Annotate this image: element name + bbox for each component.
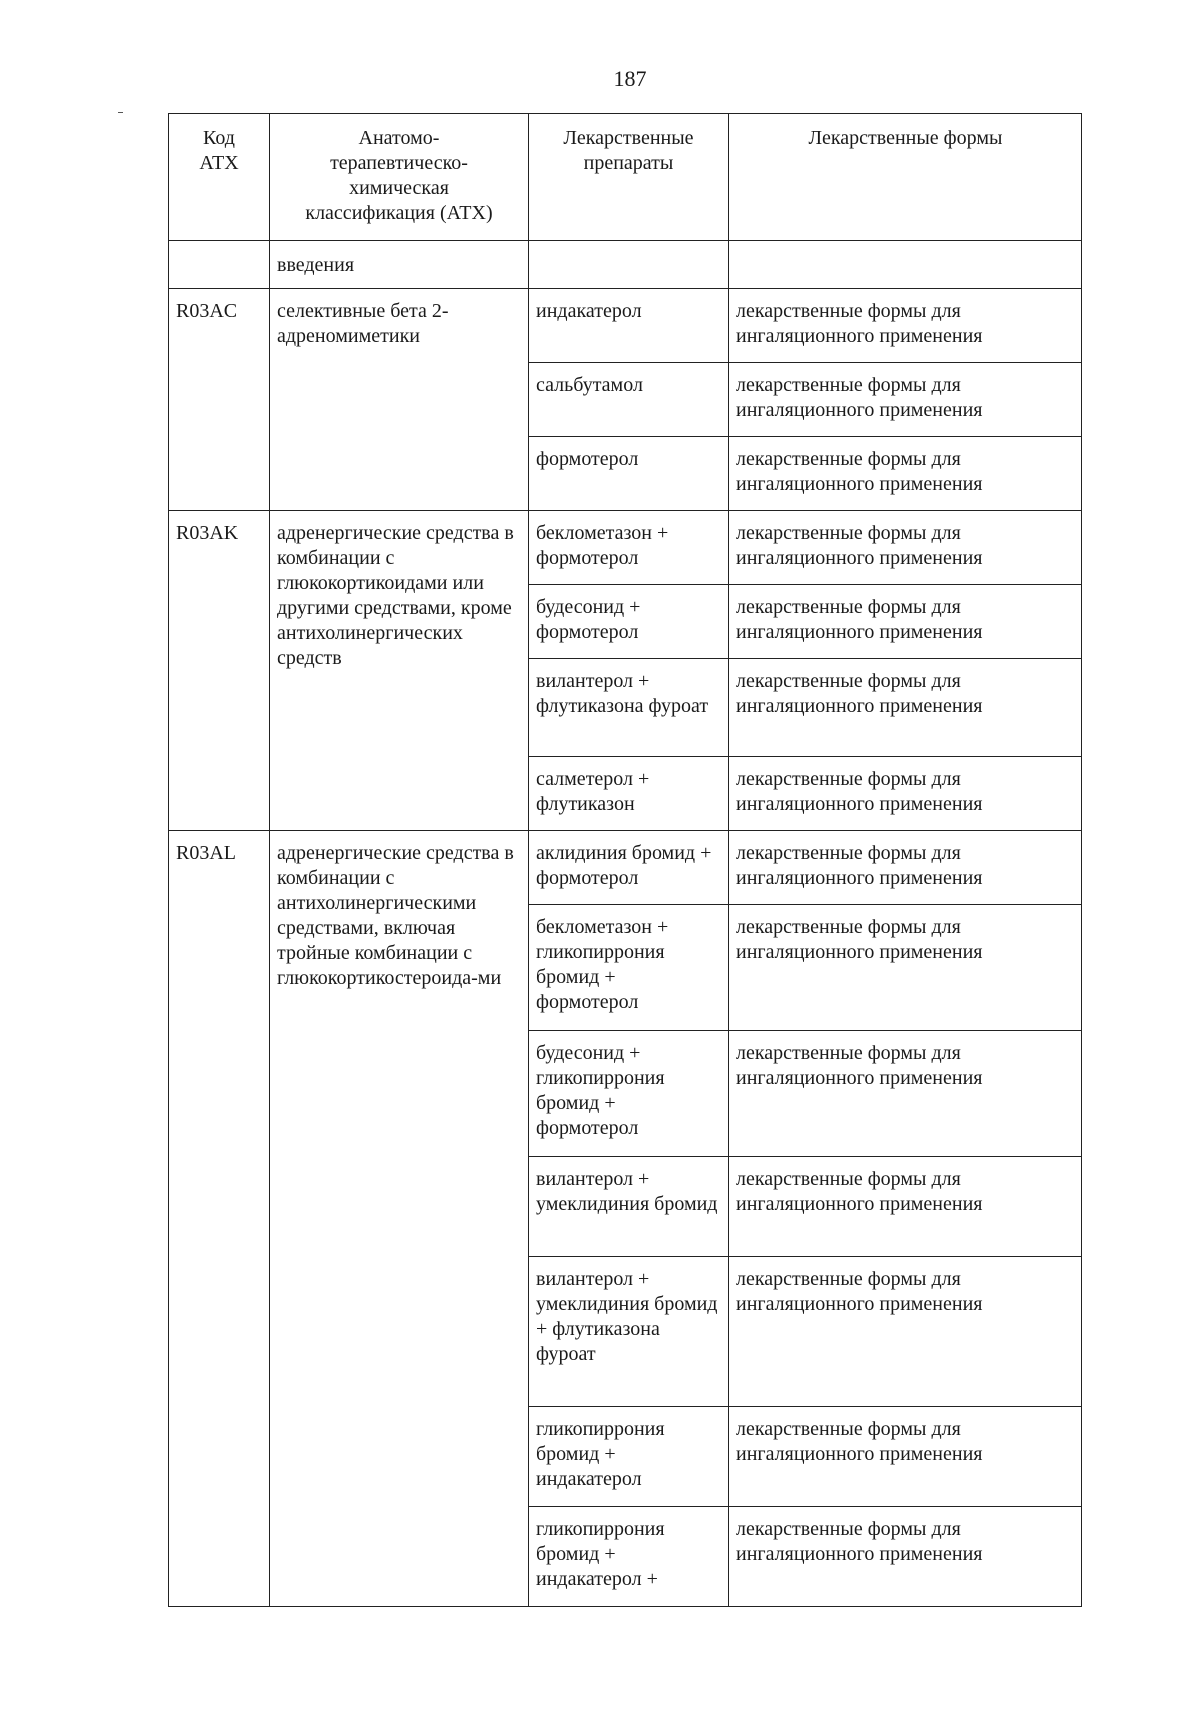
header-forms: Лекарственные формы	[729, 114, 1082, 241]
atc-drug-table	[168, 113, 1082, 1607]
drug-cell: индакатерол	[529, 289, 729, 363]
header-drugs: Лекарственные препараты	[529, 114, 729, 241]
drug-cell: формотерол	[529, 437, 729, 511]
table-row	[169, 511, 1082, 585]
form-cell: лекарственные формы для ингаляционного применения	[729, 511, 1082, 585]
form-cell: лекарственные формы для ингаляционного применения	[729, 585, 1082, 659]
scan-artifact-mark	[118, 112, 123, 113]
form-cell: лекарственные формы для ингаляционного применения	[729, 831, 1082, 905]
form-cell: лекарственные формы для ингаляционного применения	[729, 1507, 1082, 1607]
table-row-continuation	[169, 241, 1082, 289]
drug-cell: беклометазон + формотерол	[529, 511, 729, 585]
table-row	[169, 289, 1082, 363]
form-cell: лекарственные формы для ингаляционного применения	[729, 363, 1082, 437]
code-cell	[169, 241, 270, 289]
drug-cell: аклидиния бромид + формотерол	[529, 831, 729, 905]
form-cell: лекарственные формы для ингаляционного применения	[729, 1031, 1082, 1157]
classification-cell: селективные бета 2-адреномиметики	[270, 289, 529, 511]
form-cell: лекарственные формы для ингаляционного применения	[729, 905, 1082, 1031]
atc-code-cell: R03AC	[169, 289, 270, 511]
form-cell: лекарственные формы для ингаляционного применения	[729, 289, 1082, 363]
form-cell: лекарственные формы для ингаляционного применения	[729, 1257, 1082, 1407]
drug-cell	[529, 241, 729, 289]
form-cell: лекарственные формы для ингаляционного применения	[729, 757, 1082, 831]
table-row	[169, 831, 1082, 905]
drug-cell: гликопиррония бромид + индакатерол	[529, 1407, 729, 1507]
table-header-row	[169, 114, 1082, 241]
header-code: Код АТХ	[169, 114, 270, 241]
drug-cell: салметерол + флутиказон	[529, 757, 729, 831]
page-number: 187	[613, 66, 647, 91]
drug-cell: будесонид + формотерол	[529, 585, 729, 659]
drug-cell: будесонид + гликопиррония бромид + формотерол	[529, 1031, 729, 1157]
classification-cell: введения	[270, 241, 529, 289]
drug-cell: гликопиррония бромид + индакатерол +	[529, 1507, 729, 1607]
classification-cell: адренергические средства в комбинации с глюкокортикоидами или другими средствами, кроме антихолинергических средств	[270, 511, 529, 831]
drug-cell: сальбутамол	[529, 363, 729, 437]
drug-cell: вилантерол + умеклидиния бромид + флутиказона фуроат	[529, 1257, 729, 1407]
classification-cell: адренергические средства в комбинации с антихолинергическими средствами, включая тройные комбинации с глюкокортикостероида-ми	[270, 831, 529, 1607]
atc-code-cell: R03AL	[169, 831, 270, 1607]
atc-code-cell: R03AK	[169, 511, 270, 831]
drug-cell: беклометазон + гликопиррония бромид + формотерол	[529, 905, 729, 1031]
header-classification: Анатомо-терапевтическо-химическая классификация (АТХ)	[270, 114, 529, 241]
drug-cell: вилантерол + умеклидиния бромид	[529, 1157, 729, 1257]
drug-cell: вилантерол + флутиказона фуроат	[529, 659, 729, 757]
form-cell: лекарственные формы для ингаляционного применения	[729, 437, 1082, 511]
form-cell: лекарственные формы для ингаляционного применения	[729, 659, 1082, 757]
form-cell	[729, 241, 1082, 289]
form-cell: лекарственные формы для ингаляционного применения	[729, 1407, 1082, 1507]
form-cell: лекарственные формы для ингаляционного применения	[729, 1157, 1082, 1257]
